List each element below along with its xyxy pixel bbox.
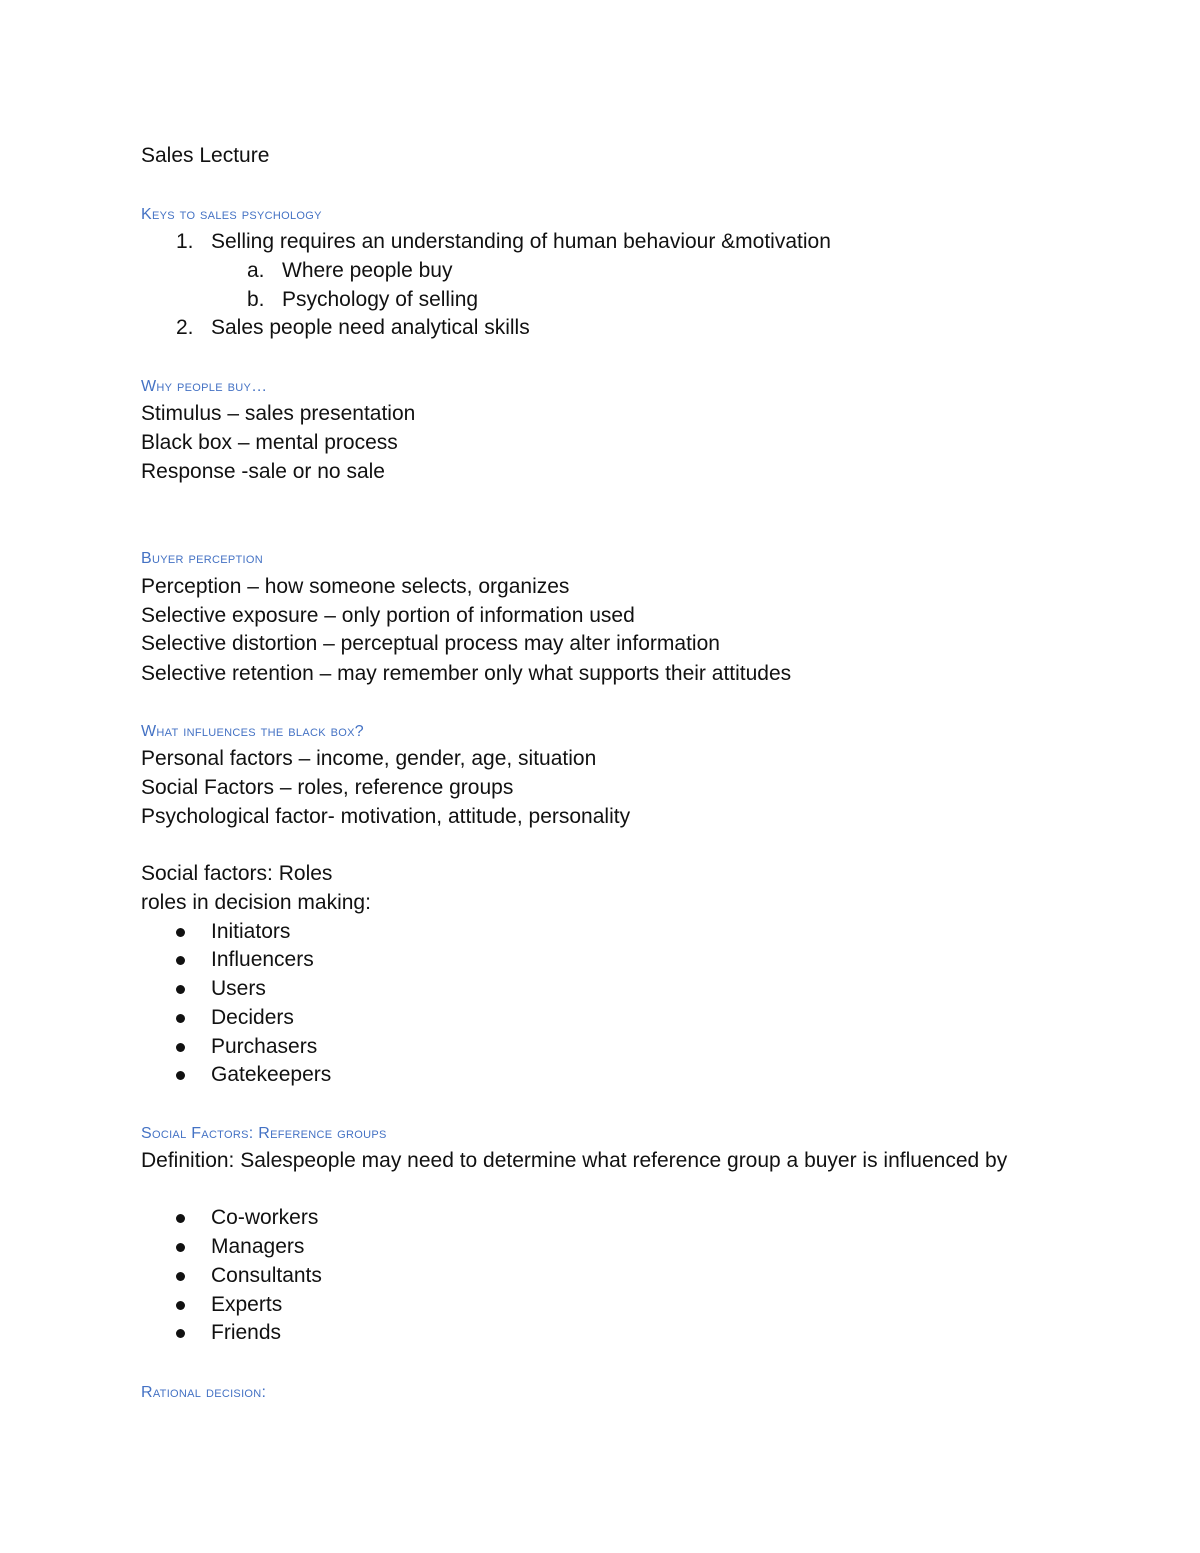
list-item: Friends [211, 1321, 282, 1344]
list-item: Where people buy [282, 259, 453, 282]
text-line: Selective exposure – only portion of information used [141, 604, 635, 627]
text-line: roles in decision making: [141, 891, 371, 914]
text-line: Social Factors – roles, reference groups [141, 776, 514, 799]
bullet-icon [176, 1043, 185, 1052]
bullet-icon [176, 956, 185, 965]
list-item: Consultants [211, 1264, 322, 1287]
section-heading-perception: Buyer perception [141, 550, 263, 567]
text-line: Response -sale or no sale [141, 460, 385, 483]
text-line: Black box – mental process [141, 431, 398, 454]
bullet-icon [176, 928, 185, 937]
list-item: Purchasers [211, 1035, 318, 1058]
list-item: Co-workers [211, 1206, 319, 1229]
list-marker: b. [247, 288, 265, 311]
list-item: Influencers [211, 948, 314, 971]
text-line: Personal factors – income, gender, age, situation [141, 747, 597, 770]
list-item: Psychology of selling [282, 288, 479, 311]
text-line: Psychological factor- motivation, attitude, personality [141, 805, 631, 828]
list-item: Selling requires an understanding of human behaviour &motivation [211, 230, 831, 253]
text-line: Definition: Salespeople may need to determine what reference group a buyer is influenced by [141, 1149, 1008, 1172]
list-item: Managers [211, 1235, 305, 1258]
text-line: Selective distortion – perceptual process may alter information [141, 632, 720, 655]
list-item: Initiators [211, 920, 291, 943]
bullet-icon [176, 1329, 185, 1338]
bullet-icon [176, 1243, 185, 1252]
section-heading-rational: Rational decision: [141, 1384, 267, 1401]
text-line: Social factors: Roles [141, 862, 333, 885]
bullet-icon [176, 985, 185, 994]
section-heading-influences: What influences the black box? [141, 723, 364, 740]
section-heading-why: Why people buy… [141, 378, 268, 395]
list-marker: 2. [176, 316, 194, 339]
section-heading-keys: Keys to sales psychology [141, 206, 322, 223]
text-line: Perception – how someone selects, organizes [141, 575, 570, 598]
list-marker: 1. [176, 230, 194, 253]
list-marker: a. [247, 259, 265, 282]
list-item: Sales people need analytical skills [211, 316, 530, 339]
list-item: Users [211, 977, 266, 1000]
bullet-icon [176, 1301, 185, 1310]
list-item: Experts [211, 1293, 283, 1316]
bullet-icon [176, 1272, 185, 1281]
text-line: Selective retention – may remember only what supports their attitudes [141, 662, 792, 685]
text-line: Stimulus – sales presentation [141, 402, 416, 425]
document-title: Sales Lecture [141, 144, 270, 167]
bullet-icon [176, 1214, 185, 1223]
list-item: Gatekeepers [211, 1063, 332, 1086]
bullet-icon [176, 1071, 185, 1080]
section-heading-reference: Social Factors: Reference groups [141, 1125, 387, 1142]
bullet-icon [176, 1014, 185, 1023]
list-item: Deciders [211, 1006, 294, 1029]
